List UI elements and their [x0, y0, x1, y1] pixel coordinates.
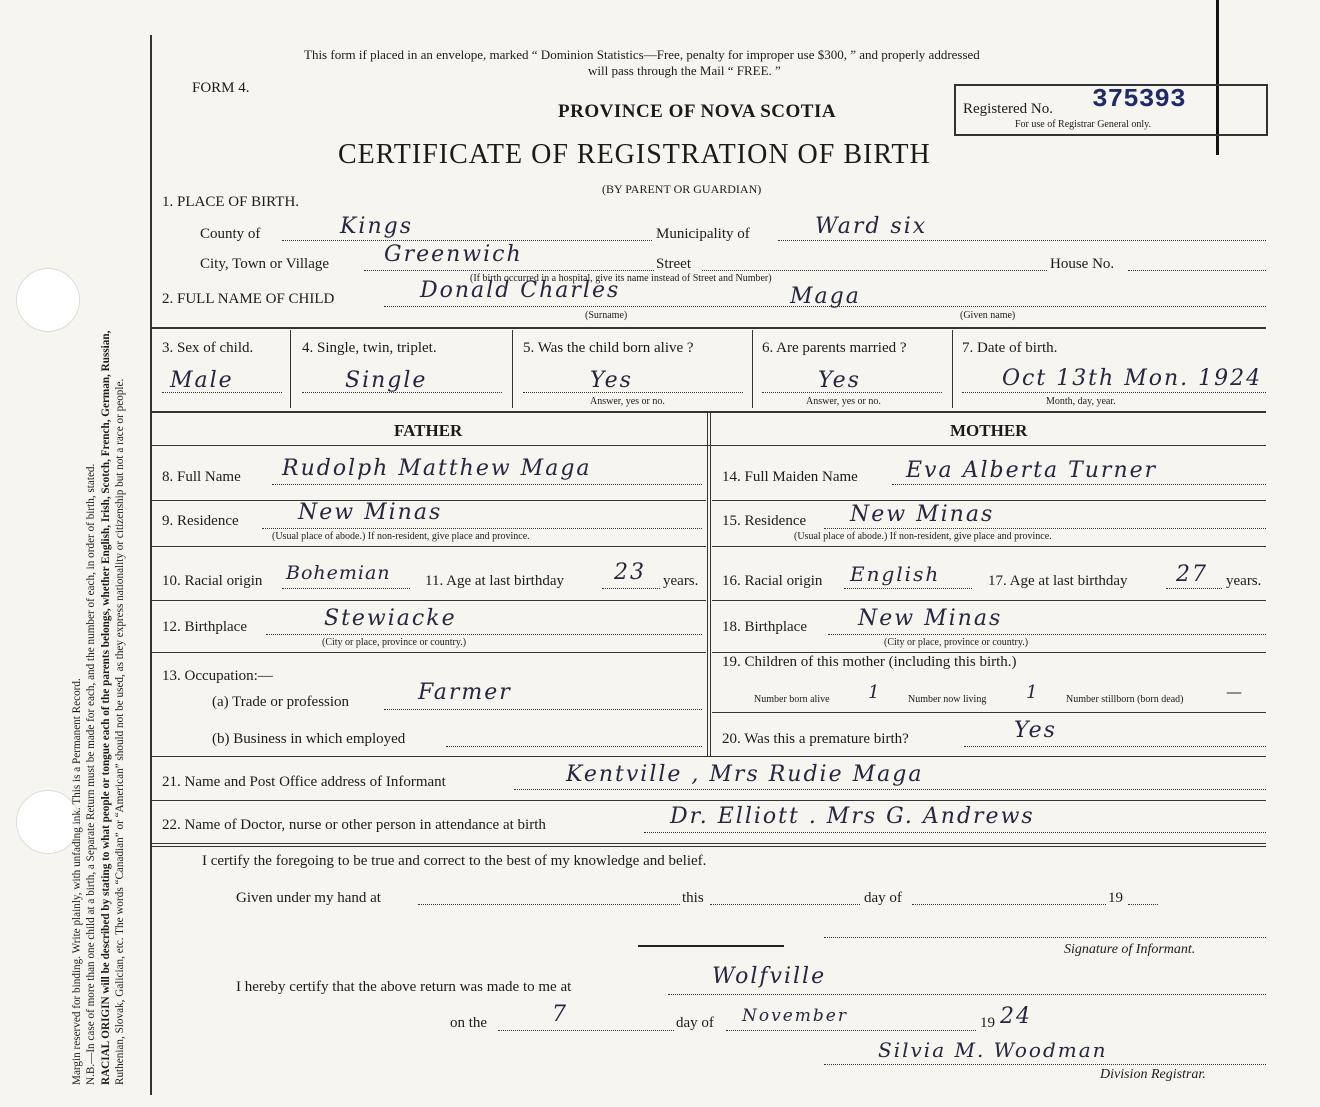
mother-birthplace-label: 18. Birthplace [722, 619, 807, 635]
mother-age-line [1166, 588, 1222, 589]
county-label: County of [200, 226, 261, 242]
mother-residence-label: 15. Residence [722, 513, 807, 529]
province-heading: PROVINCE OF NOVA SCOTIA [558, 101, 837, 122]
day-of-label: day of [864, 890, 902, 906]
mail-note-2: will pass through the Mail “ FREE. ” [588, 63, 781, 78]
registrar-day-value: 7 [552, 1002, 568, 1027]
mother-birthplace-note: (City or place, province or country.) [884, 637, 1029, 648]
father-birthplace-line [266, 634, 702, 635]
father-abode-note: (Usual place of abode.) If non-resident, give place and province. [272, 531, 530, 542]
informant-line [514, 789, 1266, 790]
sex-label: 3. Sex of child. [162, 340, 254, 356]
registrar-signature-line [824, 1064, 1266, 1065]
mother-race-value: English [850, 562, 941, 586]
father-years: years. [663, 573, 699, 589]
father-birthplace-value: Stewiacke [324, 606, 457, 631]
registered-number: 375393 [1092, 84, 1186, 114]
father-age-value: 23 [614, 560, 646, 585]
month-line [726, 1030, 976, 1031]
single-value: Single [345, 368, 428, 393]
rule-1 [152, 327, 1266, 329]
father-race-label: 10. Racial origin [162, 573, 263, 589]
city-label: City, Town or Village [200, 256, 330, 272]
living-label: Number now living [908, 694, 987, 705]
father-business-label: (b) Business in which employed [212, 731, 406, 747]
year-19-label: 19 [1108, 890, 1123, 906]
side-note-line-1: Margin reserved for binding. Write plainly, with unfading ink. This is a Permanent Record. [71, 678, 83, 1085]
born-alive-label: Number born alive [754, 694, 830, 705]
single-line [302, 392, 502, 393]
registrar-place-line [668, 994, 1266, 995]
single-label: 4. Single, twin, triplet. [302, 340, 437, 356]
alive-answer-note: Answer, yes or no. [590, 396, 665, 407]
informant-label: 21. Name and Post Office address of Informant [162, 774, 446, 790]
house-line [1128, 270, 1266, 271]
alive-value: Yes [590, 368, 633, 393]
registrar-place-value: Wolfville [712, 964, 827, 989]
certify-text: I certify the foregoing to be true and correct to the best of my knowledge and belief. [202, 853, 707, 869]
rule-m1 [712, 500, 1266, 501]
father-age-label: 11. Age at last birthday [425, 573, 564, 589]
father-name-value: Rudolph Matthew Maga [282, 456, 592, 481]
alive-line [523, 392, 743, 393]
father-business-line [446, 746, 702, 747]
margin-line [150, 35, 152, 1095]
married-value: Yes [818, 368, 861, 393]
mother-name-label: 14. Full Maiden Name [722, 469, 858, 485]
place-heading: 1. PLACE OF BIRTH. [162, 194, 300, 210]
father-residence-value: New Minas [298, 500, 443, 525]
premature-line [964, 746, 1266, 747]
father-trade-value: Farmer [418, 680, 512, 705]
row3-divider-3 [752, 330, 753, 408]
premature-value: Yes [1014, 718, 1057, 743]
certificate-title: CERTIFICATE OF REGISTRATION OF BIRTH [338, 139, 931, 170]
father-name-label: 8. Full Name [162, 469, 241, 485]
date-value: Oct 13th Mon. 1924 [1002, 366, 1263, 391]
father-residence-line [262, 528, 702, 529]
doctor-label: 22. Name of Doctor, nurse or other person in attendance at birth [162, 817, 546, 833]
mother-heading: MOTHER [950, 421, 1028, 440]
premature-label: 20. Was this a premature birth? [722, 731, 909, 747]
stillborn-value: — [1226, 682, 1244, 701]
seal-line [638, 945, 784, 947]
rule-6 [152, 843, 1266, 847]
county-line [282, 240, 652, 241]
father-birthplace-label: 12. Birthplace [162, 619, 247, 635]
this-line [710, 904, 860, 905]
this-label: this [682, 890, 704, 906]
date-line [962, 392, 1266, 393]
date-caption: Month, day, year. [1046, 396, 1116, 407]
side-note-line-3: RACIAL ORIGIN will be described by stating to what people or tongue each of the parents belongs, whether English, Irish, Scotch, French, German, Russian, [99, 330, 112, 1085]
mother-birthplace-line [828, 634, 1266, 635]
street-line [702, 270, 1047, 271]
house-label: House No. [1050, 256, 1115, 272]
city-line [364, 270, 654, 271]
signature-informant-label: Signature of Informant. [1064, 942, 1196, 957]
father-trade-label: (a) Trade or profession [212, 694, 350, 710]
father-trade-line [384, 709, 702, 710]
rule-f2 [152, 546, 706, 547]
row3-divider-2 [512, 330, 513, 408]
on-the-line [498, 1030, 674, 1031]
father-birthplace-note: (City or place, province or country.) [322, 637, 467, 648]
certificate-subtitle: (BY PARENT OR GUARDIAN) [602, 182, 762, 196]
registrar-year-value: 24 [1000, 1004, 1032, 1029]
side-note-line-4: Ruthenian, Slovak, Galician, etc. The words “Canadian” or “American” should not be used, as they express nationality or citizenship but not a race or people. [114, 378, 127, 1085]
sex-line [162, 392, 282, 393]
alive-label: 5. Was the child born alive ? [523, 340, 694, 356]
mother-children-label: 19. Children of this mother (including this birth.) [722, 654, 1017, 670]
binding-hole-top [16, 268, 80, 332]
division-registrar-label: Division Registrar. [1100, 1067, 1206, 1082]
year-prefix-label: 19 [980, 1015, 995, 1031]
rule-m5 [712, 712, 1266, 713]
child-name-label: 2. FULL NAME OF CHILD [162, 291, 335, 307]
registrar-text: I hereby certify that the above return was made to me at [236, 979, 572, 995]
given-at-label: Given under my hand at [236, 890, 381, 906]
informant-signature-line [824, 937, 1266, 938]
row3-divider-1 [290, 330, 291, 408]
father-occupation-label: 13. Occupation:— [162, 668, 273, 684]
doctor-value: Dr. Elliott . Mrs G. Andrews [670, 804, 1035, 829]
mother-race-label: 16. Racial origin [722, 573, 823, 589]
municipality-label: Municipality of [656, 226, 750, 242]
on-the-label: on the [450, 1015, 488, 1031]
rule-3 [152, 445, 1266, 446]
row3-divider-4 [952, 330, 953, 408]
rule-f3 [152, 600, 706, 601]
mother-residence-line [824, 528, 1266, 529]
father-heading: FATHER [394, 421, 463, 440]
father-race-value: Bohemian [286, 562, 391, 584]
date-label: 7. Date of birth. [962, 340, 1058, 356]
given-at-line [418, 904, 680, 905]
parents-divider [707, 413, 711, 756]
father-race-line [282, 588, 410, 589]
mother-name-value: Eva Alberta Turner [906, 458, 1158, 483]
rule-f4 [152, 652, 706, 653]
stillborn-label: Number stillborn (born dead) [1066, 694, 1184, 705]
informant-value: Kentville , Mrs Rudie Maga [566, 762, 924, 787]
mail-note-1: This form if placed in an envelope, marked “ Dominion Statistics—Free, penalty for improper use $300, ” and properly addressed [304, 47, 980, 62]
mother-years: years. [1226, 573, 1262, 589]
rule-m4 [712, 652, 1266, 653]
mother-age-value: 27 [1176, 562, 1208, 587]
married-line [762, 392, 942, 393]
mother-abode-note: (Usual place of abode.) If non-resident, give place and province. [794, 531, 1052, 542]
hospital-note: (If birth occurred in a hospital, give its name instead of Street and Number) [470, 273, 772, 284]
child-surname: Maga [790, 284, 861, 309]
day-of-2-label: day of [676, 1015, 714, 1031]
born-alive-value: 1 [868, 682, 882, 703]
side-note [70, 331, 128, 1085]
mother-race-line [844, 588, 972, 589]
father-residence-label: 9. Residence [162, 513, 239, 529]
day-of-line [912, 904, 1106, 905]
rule-m3 [712, 600, 1266, 601]
mother-birthplace-value: New Minas [858, 606, 1003, 631]
sex-value: Male [170, 368, 234, 393]
municipality-value: Ward six [815, 214, 928, 239]
municipality-line [778, 240, 1266, 241]
registrar-signature: Silvia M. Woodman [878, 1038, 1108, 1062]
rule-5 [152, 800, 1266, 801]
city-value: Greenwich [384, 242, 523, 267]
registered-label: Registered No. [963, 101, 1053, 117]
mother-name-line [892, 484, 1266, 485]
surname-caption: (Surname) [585, 310, 628, 321]
rule-m2 [712, 546, 1266, 547]
registered-note: For use of Registrar General only. [1015, 119, 1151, 130]
form-number: FORM 4. [192, 80, 250, 96]
registrar-month-value: November [742, 1006, 848, 1026]
county-value: Kings [340, 214, 414, 239]
child-given-name: Donald Charles [420, 278, 621, 303]
year-line [1128, 904, 1158, 905]
given-caption: (Given name) [960, 310, 1016, 321]
married-answer-note: Answer, yes or no. [806, 396, 881, 407]
father-age-line [602, 588, 660, 589]
father-name-line [272, 484, 702, 485]
living-value: 1 [1026, 682, 1040, 703]
mother-age-label: 17. Age at last birthday [988, 573, 1128, 589]
side-note-line-2: N.B.—In case of more than one child at a birth, a Separate Return must be made for each, and the number of each, in order of birth, stated. [85, 463, 98, 1085]
doctor-line [644, 832, 1266, 833]
street-label: Street [656, 256, 691, 272]
mother-residence-value: New Minas [850, 502, 995, 527]
married-label: 6. Are parents married ? [762, 340, 907, 356]
rule-4 [152, 756, 1266, 757]
